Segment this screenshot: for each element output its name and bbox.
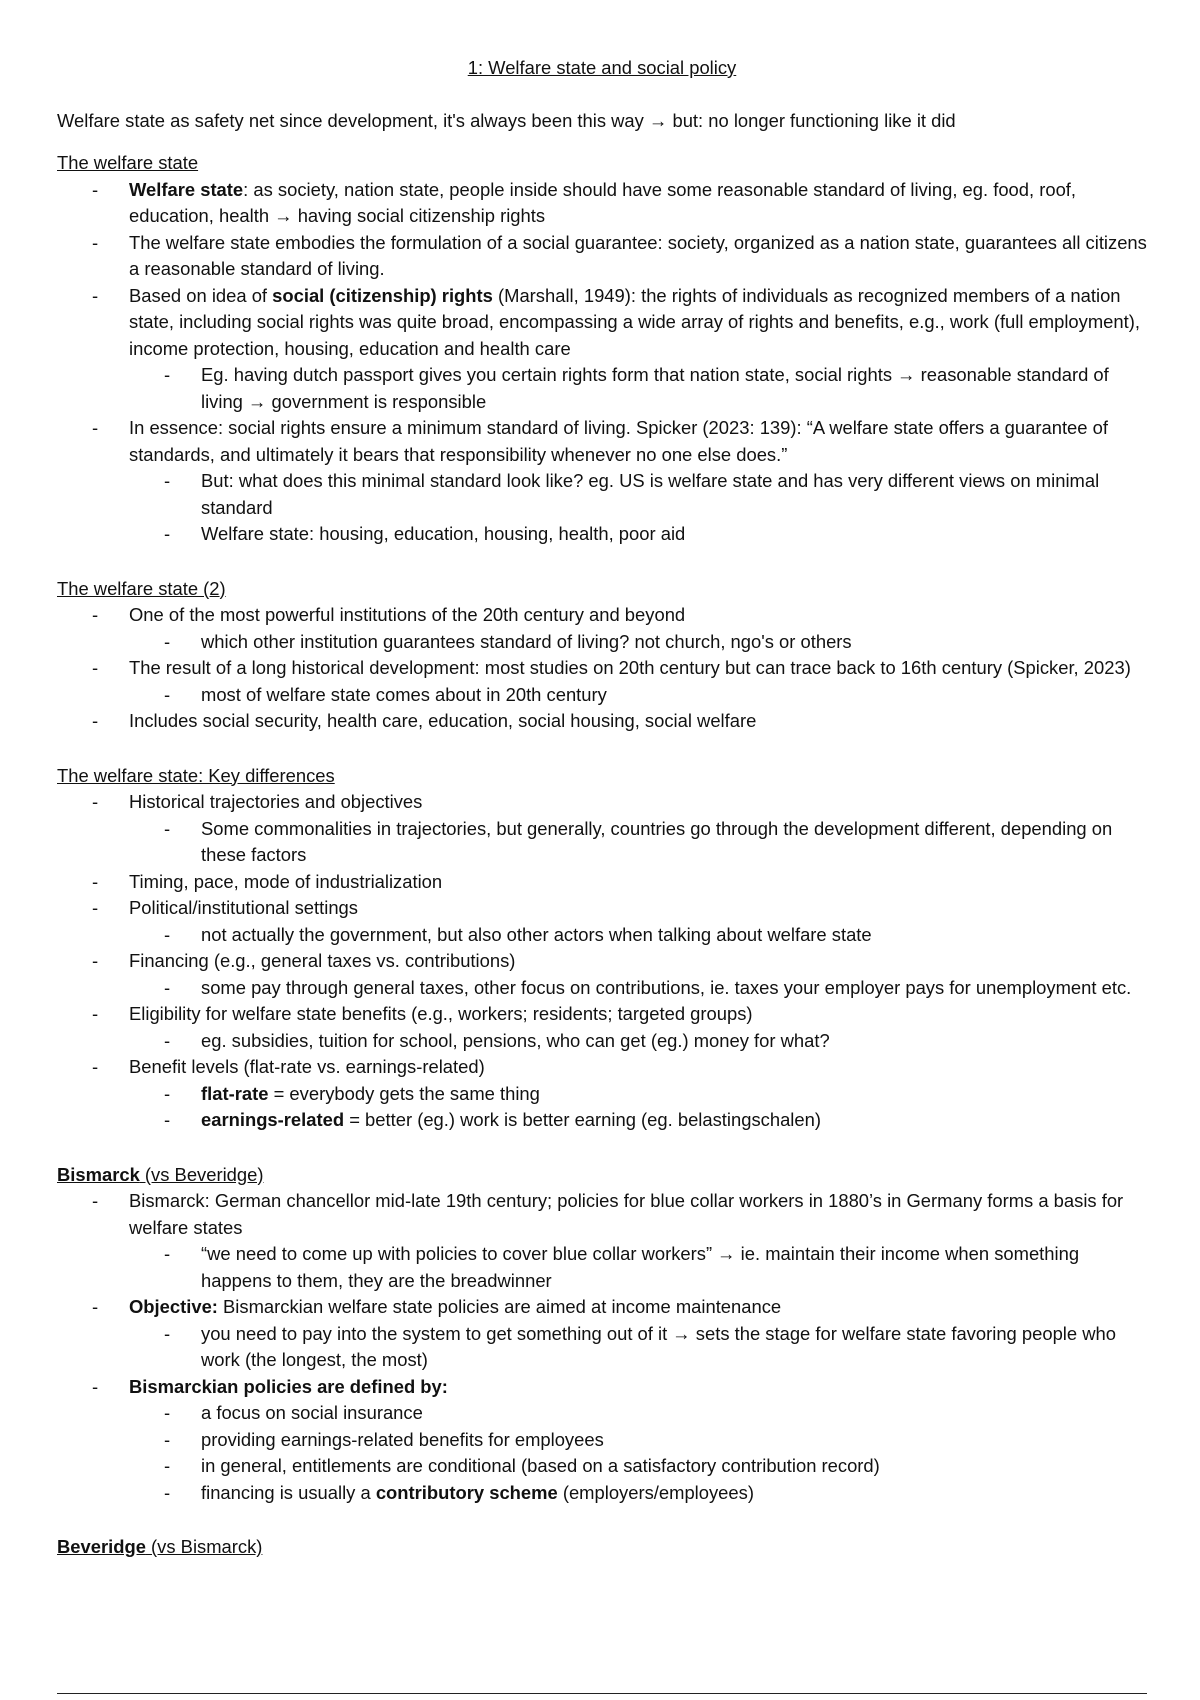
list-item <box>57 895 1147 948</box>
intro-paragraph: Welfare state as safety net since development, it's always been this way → but: no longer functioning like it did <box>57 109 956 131</box>
list-item <box>57 789 1147 869</box>
list-text: Political/institutional settings <box>129 897 358 918</box>
list-item <box>57 1374 1147 1507</box>
bullet-marker: - <box>92 710 99 731</box>
list-text: Welfare state: housing, education, housing, health, poor aid <box>201 523 686 544</box>
list-text: eg. subsidies, tuition for school, pensions, who can get (eg.) money for what? <box>201 1029 830 1051</box>
bold-term: social (citizenship) rights <box>272 284 493 306</box>
bold-term: Welfare state <box>129 178 244 200</box>
list-text: Eg. having dutch passport gives you certain rights form that nation state, social rights → reasonable standard of living → government is responsible <box>201 364 1109 412</box>
bold-term: flat-rate <box>201 1082 269 1104</box>
heading-rest: (vs Bismarck) <box>145 1536 263 1557</box>
sub-list-item <box>129 1028 1147 1055</box>
sub-list-item <box>129 1241 1147 1294</box>
list-text: Benefit levels (flat-rate vs. earnings-related) <box>129 1056 485 1077</box>
bullet-marker: - <box>164 976 171 998</box>
list-item <box>57 869 1147 896</box>
list-item <box>57 230 1147 283</box>
list-text: Bismarck: German chancellor mid-late 19th century; policies for blue collar workers in 1880’s in Germany forms a basis for welfare states <box>129 1190 1124 1238</box>
section-welfare-state-2 <box>57 576 1147 735</box>
bullet-marker: - <box>92 417 99 438</box>
list-text: in general, entitlements are conditional (based on a satisfactory contribution record) <box>201 1455 880 1476</box>
document-page <box>57 55 1147 1589</box>
bullet-marker: - <box>164 1322 171 1344</box>
list-text: Some commonalities in trajectories, but generally, countries go through the development different, depending on these factors <box>201 817 1113 865</box>
list-item <box>57 1294 1147 1374</box>
bullet-marker: - <box>164 523 171 544</box>
bold-term: contributory scheme <box>375 1481 558 1503</box>
section-heading: The welfare state <box>57 152 199 173</box>
sub-list-item <box>129 1480 1147 1507</box>
section-key-differences <box>57 763 1147 1134</box>
bullet-marker: - <box>164 1243 171 1264</box>
list-text: = better (eg.) work is better earning (eg. belastingschalen) <box>344 1109 821 1130</box>
bullet-marker: - <box>92 604 99 625</box>
bullet-marker: - <box>92 1375 99 1397</box>
bullet-marker: - <box>164 923 171 945</box>
list-text: (Marshall, 1949): the rights of individuals as recognized members of a nation state, including social rights was quite broad, encompassing a wide array of rights and benefits, e.g., work (full employment), income protection, housing, education and health care <box>129 284 1140 359</box>
sub-list-item <box>129 468 1147 521</box>
bullet-marker: - <box>92 178 99 200</box>
bullet-marker: - <box>92 950 99 971</box>
bold-term: Objective: <box>129 1296 218 1317</box>
sub-list-item <box>129 362 1147 415</box>
sub-list-item <box>129 1427 1147 1454</box>
bullet-marker: - <box>92 657 99 678</box>
sub-list-item <box>129 922 1147 949</box>
bullet-marker: - <box>164 1109 171 1130</box>
list-text: But: what does this minimal standard look like? eg. US is welfare state and has very different views on minimal standard <box>201 470 1100 518</box>
section-heading <box>57 1162 1147 1189</box>
list-text: The welfare state embodies the formulation of a social guarantee: society, organized as a nation state, guarantees all citizens a reasonable standard of living. <box>129 231 1147 279</box>
bullet-marker: - <box>164 364 171 385</box>
bullet-marker: - <box>164 683 171 705</box>
list-item <box>57 1054 1147 1134</box>
section-heading: The welfare state (2) <box>57 577 226 599</box>
sub-list-item <box>129 1107 1147 1134</box>
bullet-marker: - <box>164 470 171 491</box>
list-item <box>57 1188 1147 1294</box>
sub-list-item <box>129 521 1147 548</box>
list-text: not actually the government, but also other actors when talking about welfare state <box>201 923 872 945</box>
list-text: (employers/employees) <box>557 1481 754 1503</box>
bullet-marker: - <box>92 870 99 892</box>
bullet-marker: - <box>164 1455 171 1476</box>
list-text: : as society, nation state, people inside should have some reasonable standard of living, eg. food, roof, education, health → having social citizenship rights <box>129 178 1077 226</box>
bold-term: earnings-related <box>201 1109 345 1130</box>
list-text: The result of a long historical development: most studies on 20th century but can trace back to 16th century (Spicker, 2023) <box>129 657 1131 678</box>
list-item <box>57 655 1147 708</box>
sub-list-item <box>129 816 1147 869</box>
bullet-marker: - <box>92 284 99 306</box>
list-item <box>57 283 1147 416</box>
bullet-marker: - <box>164 1029 171 1051</box>
bullet-marker: - <box>164 1428 171 1450</box>
sub-list-item <box>129 629 1147 656</box>
list-text: Historical trajectories and objectives <box>129 791 423 812</box>
bullet-marker: - <box>92 231 99 253</box>
section-welfare-state <box>57 150 1147 548</box>
heading-rest: (vs Beveridge) <box>139 1163 264 1185</box>
list-text: a focus on social insurance <box>201 1402 423 1423</box>
list-item <box>57 948 1147 1001</box>
page-bottom-rule <box>57 1693 1147 1694</box>
sub-list-item <box>129 682 1147 709</box>
section-bismarck <box>57 1162 1147 1507</box>
list-item <box>57 415 1147 548</box>
sub-list-item <box>129 1453 1147 1480</box>
list-item <box>57 708 1147 735</box>
heading-bold: Bismarck <box>57 1163 140 1185</box>
sub-list-item <box>129 1400 1147 1427</box>
bullet-marker: - <box>92 1003 99 1024</box>
bullet-marker: - <box>92 1296 99 1317</box>
bullet-marker: - <box>164 1082 171 1104</box>
list-text: In essence: social rights ensure a minimum standard of living. Spicker (2023: 139): “A welfare state offers a guarantee of standards, and ultimately it bears that responsibility whenever no one else does.” <box>129 417 1108 465</box>
list-text: you need to pay into the system to get something out of it → sets the stage for welfare state favoring people who work (the longest, the most) <box>201 1322 1116 1370</box>
list-text: Bismarckian welfare state policies are aimed at income maintenance <box>217 1296 782 1317</box>
list-text: most of welfare state comes about in 20th century <box>201 683 607 705</box>
list-item <box>57 177 1147 230</box>
list-text: Eligibility for welfare state benefits (e.g., workers; residents; targeted groups) <box>129 1003 753 1024</box>
document-title: 1: Welfare state and social policy <box>467 57 737 78</box>
list-text: Based on idea of <box>129 284 273 306</box>
list-text: providing earnings-related benefits for employees <box>201 1428 604 1450</box>
sub-list-item <box>129 1321 1147 1374</box>
section-beveridge <box>57 1534 1147 1561</box>
list-text: “we need to come up with policies to cover blue collar workers” → ie. maintain their income when something happens to them, they are the breadwinner <box>201 1243 1080 1291</box>
sub-list-item <box>129 1081 1147 1108</box>
bullet-marker: - <box>164 630 171 652</box>
bullet-marker: - <box>164 817 171 839</box>
list-item <box>57 602 1147 655</box>
list-text: financing is usually a <box>201 1481 376 1503</box>
bullet-marker: - <box>92 897 99 918</box>
bullet-marker: - <box>92 1056 99 1077</box>
bold-term: Bismarckian policies are defined by: <box>129 1375 448 1397</box>
list-text: some pay through general taxes, other focus on contributions, ie. taxes your employer pays for unemployment etc. <box>201 976 1132 998</box>
bullet-marker: - <box>92 1190 99 1211</box>
bullet-marker: - <box>92 791 99 812</box>
bullet-marker: - <box>164 1481 171 1503</box>
bullet-marker: - <box>164 1402 171 1423</box>
list-text: which other institution guarantees standard of living? not church, ngo's or others <box>201 630 852 652</box>
list-text: = everybody gets the same thing <box>268 1082 540 1104</box>
section-heading <box>57 1534 1147 1561</box>
sub-list-item <box>129 975 1147 1002</box>
list-text: Includes social security, health care, education, social housing, social welfare <box>129 710 757 731</box>
list-text: Timing, pace, mode of industrialization <box>129 870 443 892</box>
list-text: One of the most powerful institutions of the 20th century and beyond <box>129 604 686 625</box>
list-text: Financing (e.g., general taxes vs. contributions) <box>129 950 516 971</box>
list-item <box>57 1001 1147 1054</box>
heading-bold: Beveridge <box>57 1536 146 1557</box>
section-heading: The welfare state: Key differences <box>57 764 335 786</box>
